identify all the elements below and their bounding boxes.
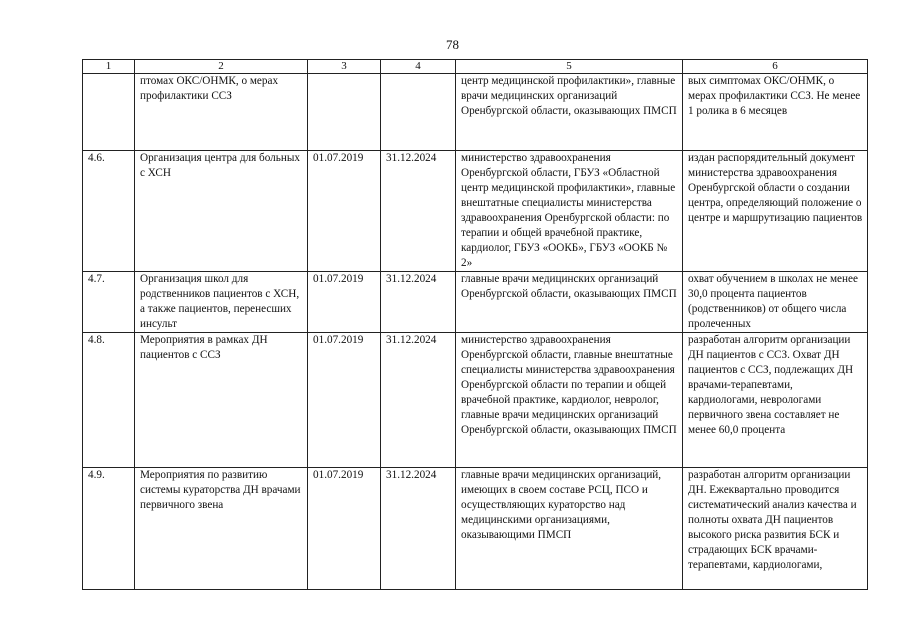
expected-result-text: разработан алгоритм организации ДН. Ежеквартально проводится систематический анализ качества и полноты охвата ДН пациентов высокого риска развития БСК и страдающих БСК врачами-терапевтами, кардиологами, (688, 469, 857, 571)
header-col-4: 4 (381, 60, 456, 74)
end-date-text: 31.12.2024 (386, 469, 437, 481)
responsible-text: главные врачи медицинских организаций, имеющих в своем составе РСЦ, ПСО и осуществляющих кураторство над медицинскими организациями, оказывающими ПМСП (461, 469, 662, 541)
responsible: министерство здравоохранения Оренбургской области, ГБУЗ «Областной центр медицинской профилактики», главные внештатные специалисты министерства здравоохранения Оренбургской области: по терапии и общей врачебной практике, кардиолог, ГБУЗ «ООКБ», ГБУЗ «ООКБ № 2» (456, 151, 683, 272)
responsible (456, 468, 683, 590)
start-date: 01.07.2019 (308, 333, 381, 468)
page-number: 78 (446, 37, 459, 52)
end-date (381, 74, 456, 151)
start-date: 01.07.2019 (308, 272, 381, 333)
expected-result: издан распорядительный документ министерства здравоохранения Оренбургской области о создании центра, определяющий положение о центре и маршрутизацию пациентов (683, 151, 868, 272)
responsible: центр медицинской профилактики», главные врачи медицинских организаций Оренбургской области, оказывающих ПМСП (456, 74, 683, 151)
expected-result: вых симптомах ОКС/ОНМК, о мерах профилактики ССЗ. Не менее 1 ролика в 6 месяцев (683, 74, 868, 151)
measure-name: птомах ОКС/ОНМК, о мерах профилактики ССЗ (135, 74, 308, 151)
start-date: 01.07.2019 (308, 151, 381, 272)
start-date-text: 01.07.2019 (313, 469, 364, 481)
measure-name: Организация школ для родственников пациентов с ХСН, а также пациентов, перенесших инсульт (135, 272, 308, 333)
responsible: главные врачи медицинских организаций Оренбургской области, оказывающих ПМСП (456, 272, 683, 333)
end-date: 31.12.2024 (381, 333, 456, 468)
end-date: 31.12.2024 (381, 272, 456, 333)
row-number: 4.7. (83, 272, 135, 333)
measure-name: Организация центра для больных с ХСН (135, 151, 308, 272)
header-col-5: 5 (456, 60, 683, 74)
end-date: 31.12.2024 (381, 151, 456, 272)
header-col-6: 6 (683, 60, 868, 74)
expected-result: разработан алгоритм организации ДН пациентов с ССЗ. Охват ДН пациентов с ССЗ, подлежащих ДН врачами-терапевтами, кардиологами, неврологами первичного звена составляет не менее 60,0 процента (683, 333, 868, 468)
end-date (381, 468, 456, 590)
measures-table (82, 59, 868, 590)
table-row (83, 333, 868, 468)
expected-result (683, 468, 868, 590)
row-number: 4.6. (83, 151, 135, 272)
table-row (83, 74, 868, 151)
measure-name-text: Мероприятия по развитию системы кураторства ДН врачами первичного звена (140, 469, 301, 511)
start-date (308, 74, 381, 151)
table-row (83, 151, 868, 272)
header-col-3: 3 (308, 60, 381, 74)
table-header-row (83, 60, 868, 74)
table-row (83, 468, 868, 590)
header-col-1: 1 (83, 60, 135, 74)
header-col-2: 2 (135, 60, 308, 74)
table-row (83, 272, 868, 333)
row-number-text: 4.9. (88, 469, 105, 481)
measure-name: Мероприятия в рамках ДН пациентов с ССЗ (135, 333, 308, 468)
row-number (83, 468, 135, 590)
measure-name (135, 468, 308, 590)
row-number (83, 74, 135, 151)
expected-result: охват обучением в школах не менее 30,0 процента пациентов (родственников) от общего числа пролеченных (683, 272, 868, 333)
start-date (308, 468, 381, 590)
responsible: министерство здравоохранения Оренбургской области, главные внештатные специалисты министерства здравоохранения Оренбургской области по терапии и общей врачебной практике, кардиолог, невролог, главные врачи медицинских организаций Оренбургской области, оказывающих ПМСП (456, 333, 683, 468)
row-number: 4.8. (83, 333, 135, 468)
